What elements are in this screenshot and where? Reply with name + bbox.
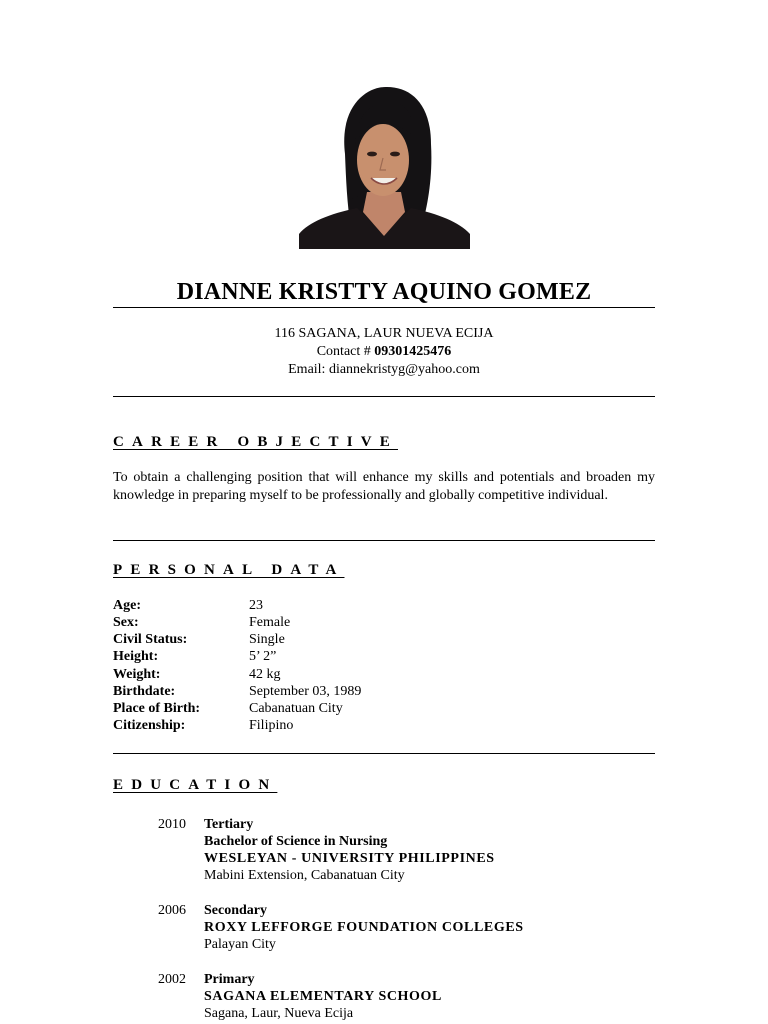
personal-data-row <box>113 614 655 631</box>
personal-data-row <box>113 666 655 683</box>
divider <box>113 540 655 541</box>
field-value: Filipino <box>249 718 294 733</box>
profile-photo <box>299 84 470 249</box>
field-label: Age: <box>113 598 141 613</box>
field-value: Female <box>249 615 291 630</box>
email-label: Email: <box>288 362 326 377</box>
education-entry <box>113 816 655 884</box>
contact-line <box>113 343 655 361</box>
education-heading: EDUCATION <box>113 777 278 793</box>
career-objective-heading: CAREER OBJECTIVE <box>113 434 398 450</box>
field-label: Height: <box>113 649 159 664</box>
education-level: Secondary <box>204 903 267 918</box>
address: 116 SAGANA, LAUR NUEVA ECIJA <box>274 326 494 341</box>
personal-data-row <box>113 717 655 734</box>
education-year: 2010 <box>158 817 186 832</box>
field-value: Single <box>249 632 285 647</box>
school-name: ROXY LEFFORGE FOUNDATION COLLEGES <box>204 920 524 935</box>
field-value: 42 kg <box>249 667 281 682</box>
field-label: Place of Birth: <box>113 701 201 716</box>
field-label: Birthdate: <box>113 684 176 699</box>
personal-data-heading: PERSONAL DATA <box>113 562 345 578</box>
personal-data-row <box>113 683 655 700</box>
email-line <box>113 361 655 379</box>
portrait-photo-icon <box>299 84 470 249</box>
school-name: SAGANA ELEMENTARY SCHOOL <box>204 989 442 1004</box>
divider <box>113 307 655 308</box>
field-value: Cabanatuan City <box>249 701 343 716</box>
field-label: Citizenship: <box>113 718 186 733</box>
email-address: diannekristyg@yahoo.com <box>328 362 480 377</box>
contact-block <box>113 325 655 379</box>
education-details <box>204 902 524 953</box>
field-value: 5’ 2” <box>249 649 277 664</box>
school-location: Mabini Extension, Cabanatuan City <box>204 868 405 883</box>
school-location: Sagana, Laur, Nueva Ecija <box>204 1006 354 1021</box>
education-year: 2002 <box>158 972 186 987</box>
field-value: September 03, 1989 <box>249 684 362 699</box>
career-objective-text: To obtain a challenging position that will enhance my skills and potentials and broaden my knowledge in preparing myself to be professionally and globally competitive individual. <box>113 470 655 503</box>
education-year: 2006 <box>158 903 186 918</box>
education-degree: Bachelor of Science in Nursing <box>204 834 388 849</box>
field-label: Sex: <box>113 615 139 630</box>
divider <box>113 753 655 754</box>
education-details <box>204 816 495 884</box>
personal-data-row <box>113 597 655 614</box>
divider <box>113 396 655 397</box>
education-level: Primary <box>204 972 255 987</box>
contact-number: 09301425476 <box>374 344 452 359</box>
contact-label: Contact # <box>316 344 371 359</box>
field-value: 23 <box>249 598 263 613</box>
education-entry <box>113 902 655 953</box>
field-label: Weight: <box>113 667 161 682</box>
applicant-name: DIANNE KRISTTY AQUINO GOMEZ <box>176 279 592 305</box>
school-location: Palayan City <box>204 937 276 952</box>
education-entry <box>113 971 655 1022</box>
personal-data-row <box>113 631 655 648</box>
school-name: WESLEYAN - UNIVERSITY PHILIPPINES <box>204 851 495 866</box>
personal-data-row <box>113 700 655 717</box>
education-details <box>204 971 442 1022</box>
personal-data-row <box>113 648 655 665</box>
field-label: Civil Status: <box>113 632 188 647</box>
education-level: Tertiary <box>204 817 254 832</box>
